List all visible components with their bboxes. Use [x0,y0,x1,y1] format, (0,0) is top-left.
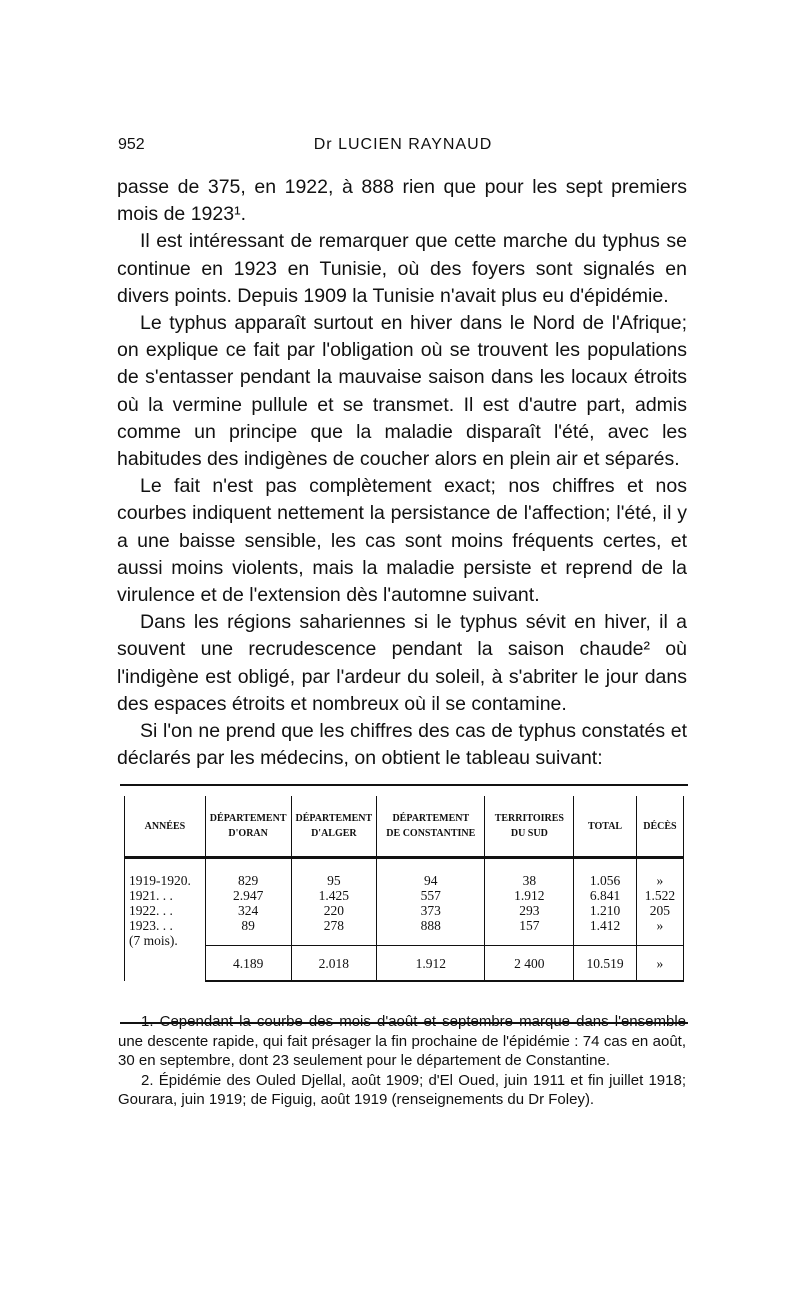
running-head [118,136,688,160]
years-cell: 1919-1920. 1921. . . 1922. . . 1923. . . (7 mois). [125,858,206,982]
body-text [117,174,687,772]
footnote: 1. Cependant la courbe des mois d'août et septembre marque dans l'ensemble une descente rapide, qui fait présager la fin prochaine de l'épidémie : 74 cas en août, 30 en septembre, dont 23 seulement pour le département de Constantine. [118,1013,686,1070]
paragraph: Le fait n'est pas complètement exact; nos chiffres et nos courbes indiquent nettement la persistance de l'affection; l'été, il y a une baisse sensible, les cas sont moins fréquents certes, et aussi moins violents, mais la maladie persiste et reprend de la virulence et de l'extension dès l'automne suivant. [117,475,687,607]
col-header-oran: DÉPARTEMENT D'ORAN [205,796,291,858]
table-header-row [125,796,684,858]
sud-cell: 38 1.912 293 157 [485,858,574,946]
deces-total: » [636,946,683,982]
typhus-cases-table [124,796,684,982]
paragraph: Le typhus apparaît surtout en hiver dans le Nord de l'Afrique; on explique ce fait par l'obligation où se trouvent les populations de s'entasser pendant la mauvaise saison dans les locaux étroits où la vermine pullule et se transmet. Il est d'autre part, admis comme un principe que la maladie disparaît l'été, avec les habitudes des indigènes de coucher alors en plein air et séparés. [117,312,687,471]
alger-cell: 95 1.425 220 278 [291,858,377,946]
table-totals-row [125,946,684,982]
oran-cell: 829 2.947 324 89 [205,858,291,946]
constantine-total: 1.912 [377,946,485,982]
paragraph: Dans les régions sahariennes si le typhus sévit en hiver, il a souvent une recrudescence pendant la saison chaude² où l'indigène est obligé, par l'ardeur du soleil, à s'abriter le jour dans des espaces étroits et nombreux où il se contamine. [117,611,687,715]
alger-total: 2.018 [291,946,377,982]
total-cell: 1.056 6.841 1.210 1.412 [574,858,637,946]
footnotes [118,1012,686,1110]
header-title: Dr LUCIEN RAYNAUD [313,136,493,153]
col-header-alger: DÉPARTEMENT D'ALGER [291,796,377,858]
col-header-sud: TERRITOIRES DU SUD [485,796,574,858]
paragraph: Si l'on ne prend que les chiffres des cas de typhus constatés et déclarés par les médecins, on obtient le tableau suivant: [117,720,687,770]
col-header-constantine: DÉPARTEMENT DE CONSTANTINE [377,796,485,858]
sud-total: 2 400 [485,946,574,982]
footnote: 2. Épidémie des Ouled Djellal, août 1909; d'El Oued, juin 1911 et fin juillet 1918; Gourara, juin 1919; de Figuig, août 1919 (renseignements du Dr Foley). [118,1071,686,1109]
col-header-annees: ANNÉES [125,796,206,858]
paragraph: passe de 375, en 1922, à 888 rien que pour les sept premiers mois de 1923¹. [117,176,687,226]
paragraph: Il est intéressant de remarquer que cette marche du typhus se continue en 1923 en Tunisie, où des foyers sont signalés en divers points. Depuis 1909 la Tunisie n'avait plus eu d'épidémie. [117,230,687,307]
table-row [125,858,684,946]
constantine-cell: 94 557 373 888 [377,858,485,946]
deces-cell: » 1.522 205 » [636,858,683,946]
typhus-cases-table-frame [120,784,688,1024]
grand-total: 10.519 [574,946,637,982]
oran-total: 4.189 [205,946,291,982]
col-header-deces: DÉCÈS [636,796,683,858]
page-number: 952 [118,136,145,153]
col-header-total: TOTAL [574,796,637,858]
